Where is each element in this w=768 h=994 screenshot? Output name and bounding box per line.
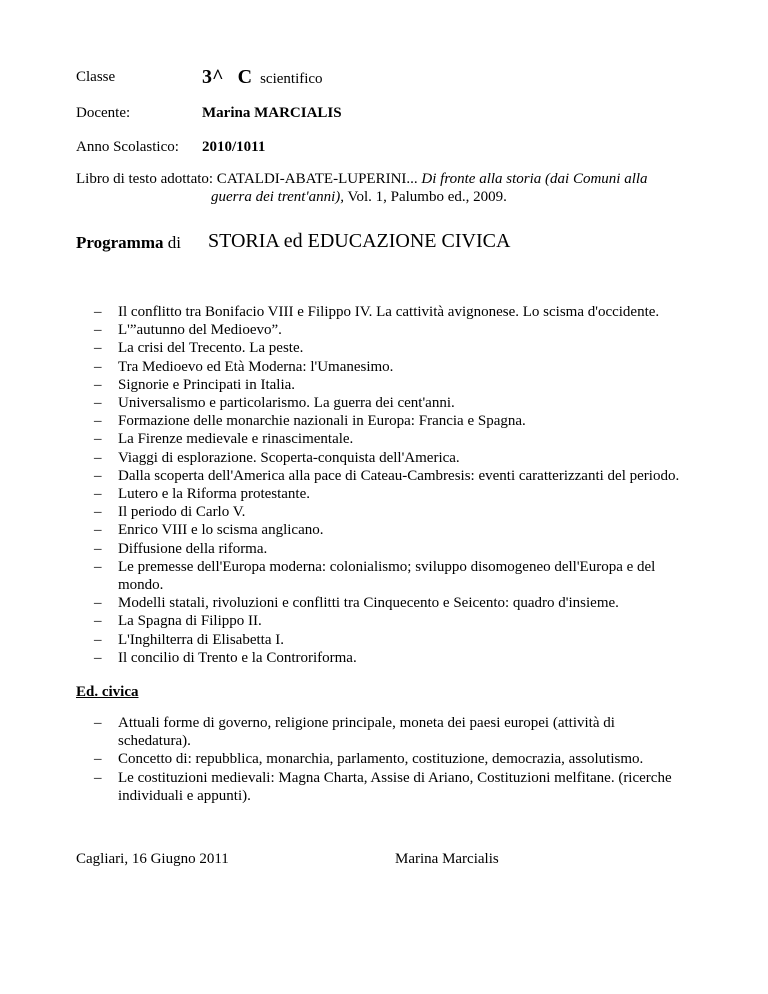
programma-label: Programma <box>76 233 164 252</box>
textbook-line-2 <box>211 189 507 206</box>
list-item <box>0 394 688 412</box>
list-item-text: Signorie e Principati in Italia. <box>118 376 296 393</box>
list-item <box>0 321 688 339</box>
list-item-text: La crisi del Trecento. La peste. <box>118 340 304 357</box>
list-dash-marker: – <box>94 540 102 557</box>
list-dash-marker: – <box>94 558 102 575</box>
list-dash-marker: – <box>94 595 102 612</box>
list-dash-marker: – <box>94 358 102 375</box>
list-item <box>0 449 688 467</box>
list-dash-marker: – <box>94 449 102 466</box>
list-item-text: La Firenze medievale e rinascimentale. <box>118 431 354 448</box>
place-date: Cagliari, 16 Giugno 2011 <box>76 851 229 867</box>
edciv-topic-list <box>0 714 688 805</box>
list-item <box>0 467 688 485</box>
classe-type: scientifico <box>260 71 323 87</box>
anno-value: 2010/1011 <box>202 139 266 155</box>
list-item <box>0 769 688 805</box>
list-item <box>0 430 688 448</box>
list-item <box>0 750 688 768</box>
classe-year: 3^ <box>202 66 224 88</box>
textbook-line-1 <box>76 171 648 188</box>
textbook-title-part2: guerra dei trent'anni), <box>211 189 345 205</box>
list-item-text: La Spagna di Filippo II. <box>118 613 262 630</box>
list-item-text: L'Inghilterra di Elisabetta I. <box>118 631 284 648</box>
list-item <box>0 558 688 594</box>
list-dash-marker: – <box>94 304 102 320</box>
list-dash-marker: – <box>94 486 102 503</box>
list-dash-marker: – <box>94 504 102 521</box>
list-dash-marker: – <box>94 649 102 666</box>
list-item <box>0 503 688 521</box>
list-item <box>0 631 688 649</box>
textbook-label: Libro di testo adottato: CATALDI-ABATE-LUPERINI... <box>76 171 418 187</box>
list-dash-marker: – <box>94 431 102 448</box>
docente-label: Docente: <box>76 105 131 121</box>
textbook-suffix: Vol. 1, Palumbo ed., 2009. <box>347 189 507 205</box>
list-item <box>0 714 688 750</box>
programma-di: di <box>167 233 181 252</box>
list-item-text: Universalismo e particolarismo. La guerra dei cent'anni. <box>118 395 455 412</box>
list-item <box>0 303 688 321</box>
list-item-text: Diffusione della riforma. <box>118 540 268 557</box>
list-dash-marker: – <box>94 613 102 630</box>
list-dash-marker: – <box>94 631 102 648</box>
list-item-text: L'”autunno del Medioevo”. <box>118 322 282 339</box>
list-dash-marker: – <box>94 467 102 484</box>
edciv-heading: Ed. civica <box>76 684 139 700</box>
classe-label: Classe <box>76 69 116 85</box>
list-dash-marker: – <box>94 322 102 339</box>
list-item-text: Viaggi di esplorazione. Scoperta-conquista dell'America. <box>118 449 460 466</box>
list-item-text: Attuali forme di governo, religione principale, moneta dei paesi europei (attività di schedatura). <box>118 715 615 750</box>
list-dash-marker: – <box>94 751 102 768</box>
list-item <box>0 412 688 430</box>
list-item-text: Dalla scoperta dell'America alla pace di Cateau-Cambresis: eventi caratterizzanti del periodo. <box>118 467 680 484</box>
list-item <box>0 612 688 630</box>
list-item-text: Concetto di: repubblica, monarchia, parlamento, costituzione, democrazia, assolutismo. <box>118 751 644 768</box>
textbook-title-part1: Di fronte alla storia (dai Comuni alla <box>421 171 648 187</box>
list-item-text: Il conflitto tra Bonifacio VIII e Filippo IV. La cattività avignonese. Lo scisma d'occidente. <box>118 304 660 320</box>
list-item-text: Le premesse dell'Europa moderna: colonialismo; sviluppo disomogeneo dell'Europa e del mondo. <box>118 558 656 594</box>
list-item-text: Tra Medioevo ed Età Moderna: l'Umanesimo. <box>118 358 394 375</box>
list-item <box>0 540 688 558</box>
list-dash-marker: – <box>94 715 102 731</box>
list-item-text: Formazione delle monarchie nazionali in Europa: Francia e Spagna. <box>118 413 526 430</box>
list-item <box>0 521 688 539</box>
list-item <box>0 376 688 394</box>
list-dash-marker: – <box>94 340 102 357</box>
list-item-text: Modelli statali, rivoluzioni e conflitti tra Cinquecento e Seicento: quadro d'insieme. <box>118 595 619 612</box>
list-item-text: Le costituzioni medievali: Magna Charta, Assise di Ariano, Costituzioni melfitane. (ricerche individuali e appunti). <box>118 769 672 804</box>
list-item <box>0 339 688 357</box>
list-item-text: Il periodo di Carlo V. <box>118 504 246 521</box>
list-dash-marker: – <box>94 769 102 786</box>
list-item <box>0 485 688 503</box>
list-item-text: Lutero e la Riforma protestante. <box>118 486 311 503</box>
list-item <box>0 649 688 667</box>
list-dash-marker: – <box>94 376 102 393</box>
list-item <box>0 594 688 612</box>
list-dash-marker: – <box>94 413 102 430</box>
list-item-text: Enrico VIII e lo scisma anglicano. <box>118 522 324 539</box>
anno-label: Anno Scolastico: <box>76 139 179 155</box>
docente-value: Marina MARCIALIS <box>202 105 342 121</box>
list-item-text: Il concilio di Trento e la Controriforma. <box>118 649 357 666</box>
storia-topic-list <box>0 303 688 667</box>
list-dash-marker: – <box>94 522 102 539</box>
programma-heading <box>76 233 181 253</box>
list-item <box>0 358 688 376</box>
classe-section: C <box>237 66 253 88</box>
programma-subject: STORIA ed EDUCAZIONE CIVICA <box>208 230 511 252</box>
list-dash-marker: – <box>94 395 102 412</box>
classe-value <box>202 66 323 89</box>
signature: Marina Marcialis <box>395 851 499 867</box>
